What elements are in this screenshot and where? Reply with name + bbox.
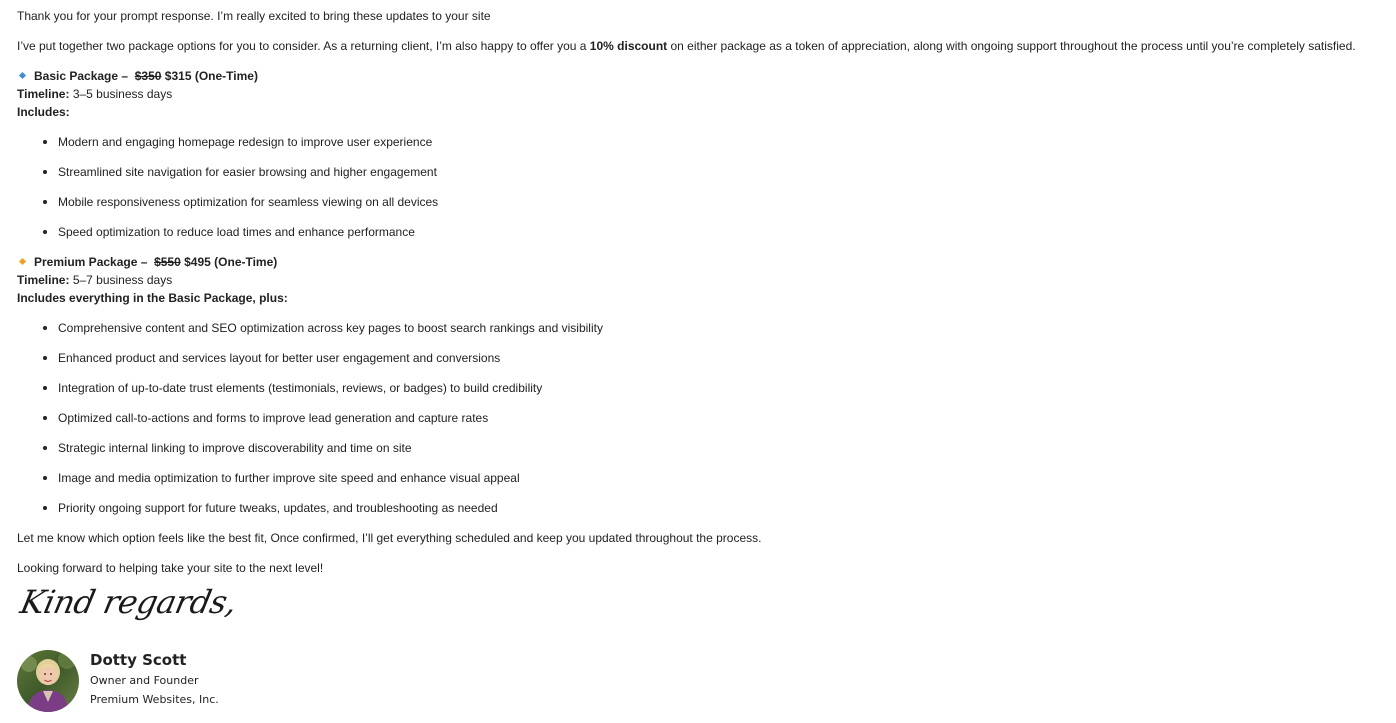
intro-paragraph: Thank you for your prompt response. I’m really excited to bring these updates to your site xyxy=(17,9,491,23)
basic-package-name: Basic Package – xyxy=(34,69,129,83)
basic-timeline xyxy=(17,85,172,103)
basic-new-price: $315 (One-Time) xyxy=(164,69,258,83)
bullet-icon xyxy=(43,356,47,360)
orange-diamond-icon xyxy=(19,258,26,265)
premium-old-price: $550 xyxy=(154,255,181,269)
premium-package-name: Premium Package – xyxy=(34,255,148,269)
premium-list-item: Integration of up-to-date trust elements (testimonials, reviews, or badges) to build credibility xyxy=(43,379,542,397)
bullet-icon xyxy=(43,230,47,234)
premium-list-item: Enhanced product and services layout for better user engagement and conversions xyxy=(43,349,500,367)
discount-highlight: 10% discount xyxy=(589,39,668,53)
basic-timeline-value: 3–5 business days xyxy=(72,87,173,101)
premium-timeline xyxy=(17,271,172,289)
bullet-icon xyxy=(43,446,47,450)
signoff-text: Kind regards, xyxy=(17,583,241,621)
basic-timeline-label: Timeline: xyxy=(17,87,70,101)
premium-list-item: Image and media optimization to further improve site speed and enhance visual appeal xyxy=(43,469,520,487)
bullet-icon xyxy=(43,200,47,204)
avatar xyxy=(17,650,79,712)
bullet-icon xyxy=(43,170,47,174)
basic-list-item: Speed optimization to reduce load times and enhance performance xyxy=(43,223,415,241)
basic-list-item: Modern and engaging homepage redesign to improve user experience xyxy=(43,133,432,151)
basic-list-item: Streamlined site navigation for easier browsing and higher engagement xyxy=(43,163,437,181)
looking-forward-paragraph: Looking forward to helping take your site to the next level! xyxy=(17,561,324,575)
blue-diamond-icon xyxy=(19,72,26,79)
premium-list-item: Comprehensive content and SEO optimization across key pages to boost search rankings and visibility xyxy=(43,319,603,337)
bullet-icon xyxy=(43,140,47,144)
offer-text-after: on either package as a token of appreciation, along with ongoing support throughout the process until you’re completely satisfied. xyxy=(670,39,1356,53)
bullet-icon xyxy=(43,326,47,330)
basic-old-price: $350 xyxy=(134,69,162,83)
basic-package-heading xyxy=(16,67,258,85)
signature-company: Premium Websites, Inc. xyxy=(90,693,219,706)
offer-paragraph xyxy=(17,37,1356,55)
bullet-icon xyxy=(43,476,47,480)
premium-list-item: Optimized call-to-actions and forms to improve lead generation and capture rates xyxy=(43,409,488,427)
closing-paragraph: Let me know which option feels like the best fit, Once confirmed, I’ll get everything scheduled and keep you updated throughout the process. xyxy=(17,531,762,545)
premium-list-item: Strategic internal linking to improve discoverability and time on site xyxy=(43,439,412,457)
premium-timeline-label: Timeline: xyxy=(17,273,70,287)
bullet-icon xyxy=(43,416,47,420)
avatar-photo xyxy=(17,650,79,712)
signature-name: Dotty Scott xyxy=(90,651,187,669)
premium-new-price: $495 (One-Time) xyxy=(184,255,278,269)
basic-includes-label: Includes: xyxy=(17,105,70,119)
premium-includes-label: Includes everything in the Basic Package, plus: xyxy=(17,291,288,305)
premium-timeline-value: 5–7 business days xyxy=(72,273,173,287)
bullet-icon xyxy=(43,386,47,390)
premium-list-item: Priority ongoing support for future tweaks, updates, and troubleshooting as needed xyxy=(43,499,498,517)
premium-package-heading xyxy=(16,253,277,271)
signature-role: Owner and Founder xyxy=(90,674,199,687)
bullet-icon xyxy=(43,506,47,510)
offer-text-before: I’ve put together two package options for you to consider. As a returning client, I’m also happy to offer you a xyxy=(17,39,587,53)
basic-list-item: Mobile responsiveness optimization for seamless viewing on all devices xyxy=(43,193,438,211)
